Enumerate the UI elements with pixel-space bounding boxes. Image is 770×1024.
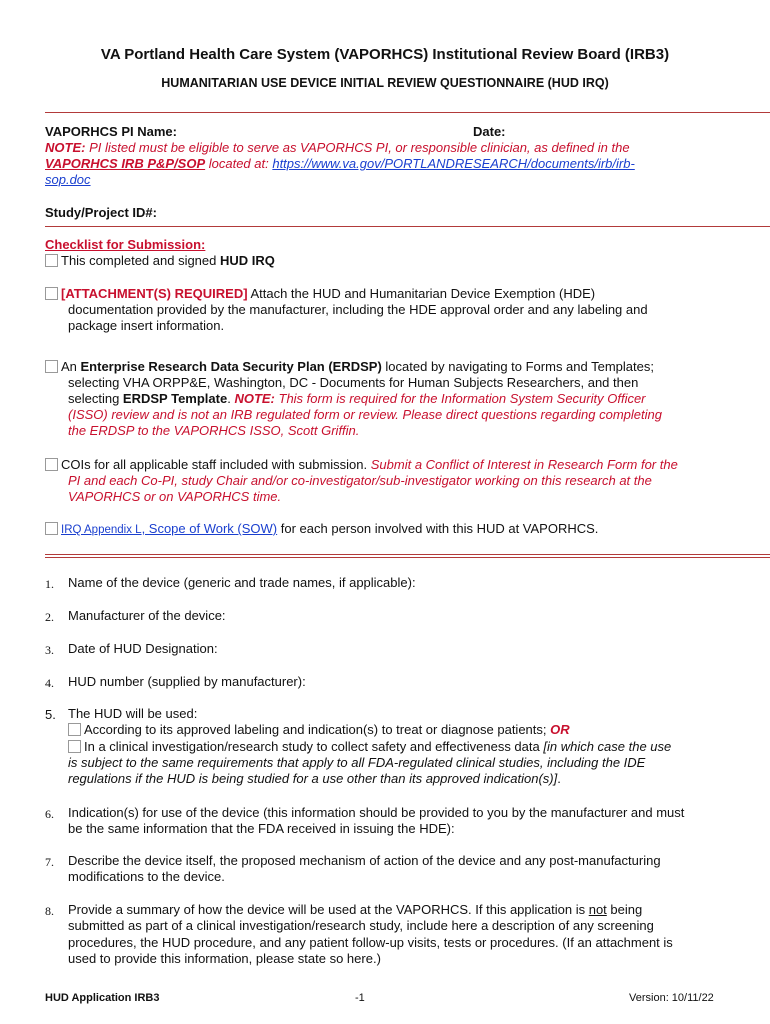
erdsp-template: ERDSP Template bbox=[122, 391, 228, 406]
q3-text: Date of HUD Designation: bbox=[68, 641, 218, 656]
checkbox-coi[interactable] bbox=[45, 458, 58, 471]
checkbox-attachments[interactable] bbox=[45, 287, 58, 300]
checkbox-erdsp[interactable] bbox=[45, 360, 58, 373]
item4-red2: PI and each Co-PI, study Chair and/or co-investigator/sub-investigator working on this research at the bbox=[68, 473, 652, 488]
q5-or: OR bbox=[550, 722, 570, 737]
q5-number: 5. bbox=[45, 707, 56, 722]
item2-line1: Attach the HUD and Humanitarian Device Exemption (HDE) bbox=[247, 286, 596, 301]
footer-version: Version: 10/11/22 bbox=[629, 992, 714, 1004]
q8-line4: used to provide this information, please state so here.) bbox=[68, 951, 381, 966]
q7-line1: Describe the device itself, the proposed mechanism of action of the device and any post-manufacturing bbox=[68, 853, 661, 868]
pi-name-label: VAPORHCS PI Name: bbox=[45, 124, 177, 139]
item2-line3: package insert information. bbox=[68, 318, 225, 333]
note-text: PI listed must be eligible to serve as VAPORHCS PI, or responsible clinician, as defined in the bbox=[85, 140, 630, 155]
appendix-l-link[interactable]: IRQ Appendix L bbox=[61, 524, 142, 536]
checkbox-approved-labeling[interactable] bbox=[68, 723, 81, 736]
q5-opt2-italic2: is subject to the same requirements that apply to all FDA-regulated clinical studies, including the IDE bbox=[68, 755, 646, 770]
item1-bold: HUD IRQ bbox=[219, 253, 275, 268]
q5-text: The HUD will be used: bbox=[68, 706, 198, 721]
item3-note-label: NOTE: bbox=[234, 391, 275, 406]
pi-note-line1 bbox=[45, 140, 630, 156]
footer-left: HUD Application IRB3 bbox=[45, 992, 160, 1004]
q2-text: Manufacturer of the device: bbox=[68, 608, 226, 623]
item2-line2: documentation provided by the manufacturer, including the HDE approval order and any labeling and bbox=[68, 302, 648, 317]
item3-line4: (ISSO) review and is not an IRB regulated form or review. Please direct questions regarding completing bbox=[68, 407, 662, 422]
item3-line5: the ERDSP to the VAPORHCS ISSO, Scott Griffin. bbox=[68, 423, 360, 438]
note-label: NOTE: bbox=[45, 140, 86, 155]
checklist-item-erdsp bbox=[45, 359, 654, 375]
q8-line1-post: being bbox=[606, 902, 643, 917]
q8-not: not bbox=[588, 902, 607, 917]
q5-opt2-line3 bbox=[68, 771, 561, 787]
erdsp-bold: Enterprise Research Data Security Plan (ERDSP) bbox=[80, 359, 382, 374]
q4-number: 4. bbox=[45, 676, 54, 690]
document-subtitle: HUMANITARIAN USE DEVICE INITIAL REVIEW QUESTIONNAIRE (HUD IRQ) bbox=[161, 76, 609, 90]
pi-note-line2 bbox=[45, 156, 635, 172]
sop-link[interactable]: VAPORHCS IRB P&P/SOP bbox=[45, 156, 206, 171]
q8-line3: procedures, the HUD procedure, and any patient follow-up visits, tests or procedures. (If an attachment is bbox=[68, 935, 673, 950]
item5-text: for each person involved with this HUD at VAPORHCS. bbox=[277, 521, 599, 536]
checkbox-sow[interactable] bbox=[45, 522, 58, 535]
item3-line3 bbox=[68, 391, 646, 407]
q3-number: 3. bbox=[45, 643, 54, 657]
q1-text: Name of the device (generic and trade names, if applicable): bbox=[68, 575, 416, 590]
q6-number: 6. bbox=[45, 807, 54, 821]
attachment-required-tag: [ATTACHMENT(S) REQUIRED] bbox=[61, 286, 248, 301]
q7-number: 7. bbox=[45, 855, 54, 869]
q5-opt1-text: According to its approved labeling and indication(s) to treat or diagnose patients; bbox=[84, 722, 551, 737]
q7-line2: modifications to the device. bbox=[68, 869, 225, 884]
q8-number: 8. bbox=[45, 904, 54, 918]
q5-opt2-text: In a clinical investigation/research study to collect safety and effectiveness data bbox=[84, 739, 544, 754]
date-label: Date: bbox=[473, 124, 506, 139]
item3-pre: An bbox=[61, 359, 81, 374]
header-divider bbox=[45, 112, 770, 113]
checklist-item-irq bbox=[45, 253, 275, 269]
study-id-label: Study/Project ID#: bbox=[45, 205, 157, 220]
q5-opt2-end: . bbox=[557, 771, 561, 786]
page-number: -1 bbox=[355, 992, 365, 1004]
item4-text: COIs for all applicable staff included with submission. bbox=[61, 457, 371, 472]
note-located: located at: bbox=[205, 156, 273, 171]
q8-line2: submitted as part of a clinical investigation/research study, include here a description of any screening bbox=[68, 918, 654, 933]
sop-url-link[interactable]: https://www.va.gov/PORTLANDRESEARCH/documents/irb/irb- bbox=[272, 156, 635, 171]
sow-link[interactable]: , Scope of Work (SOW) bbox=[141, 521, 278, 536]
item3-dot: . bbox=[227, 391, 235, 406]
q5-opt2-italic1: [in which case the use bbox=[543, 739, 672, 754]
double-divider bbox=[45, 554, 770, 558]
checkbox-irq[interactable] bbox=[45, 254, 58, 267]
q5-opt2-italic3: regulations if the HUD is being studied for a use other than its approved indication(s)] bbox=[68, 771, 558, 786]
item3-line3-red: This form is required for the Information System Security Officer bbox=[274, 391, 646, 406]
q4-text: HUD number (supplied by manufacturer): bbox=[68, 674, 306, 689]
checkbox-clinical-investigation[interactable] bbox=[68, 740, 81, 753]
item3-line2: selecting VHA ORPP&E, Washington, DC - Documents for Human Subjects Researchers, and then bbox=[68, 375, 639, 390]
item1-text: This completed and signed bbox=[61, 253, 220, 268]
section-divider bbox=[45, 226, 770, 227]
document-title: VA Portland Health Care System (VAPORHCS) Institutional Review Board (IRB3) bbox=[100, 46, 670, 63]
checklist-item-sow bbox=[45, 521, 598, 538]
q1-number: 1. bbox=[45, 577, 54, 591]
item4-red3: VAPORHCS or on VAPORHCS time. bbox=[68, 489, 282, 504]
item3-line3-pre: selecting bbox=[68, 391, 123, 406]
q6-line1: Indication(s) for use of the device (this information should be provided to you by the manufacturer and must bbox=[68, 805, 685, 820]
q5-option2 bbox=[68, 739, 671, 755]
checklist-item-coi bbox=[45, 457, 678, 473]
q2-number: 2. bbox=[45, 610, 54, 624]
pi-note-line3 bbox=[45, 172, 91, 188]
q5-option1 bbox=[68, 722, 570, 738]
item4-red1: Submit a Conflict of Interest in Research Form for the bbox=[370, 457, 678, 472]
q6-line2: be the same information that the FDA received in issuing the HDE): bbox=[68, 821, 455, 836]
sop-url-link-cont[interactable]: sop.doc bbox=[45, 172, 91, 187]
item3-line1-rest: located by navigating to Forms and Templates; bbox=[381, 359, 654, 374]
checklist-item-attachments bbox=[45, 286, 595, 302]
q8-line1-pre: Provide a summary of how the device will be used at the VAPORHCS. If this application is bbox=[68, 902, 589, 917]
checklist-title: Checklist for Submission: bbox=[45, 237, 206, 252]
q8-line1 bbox=[68, 902, 642, 918]
